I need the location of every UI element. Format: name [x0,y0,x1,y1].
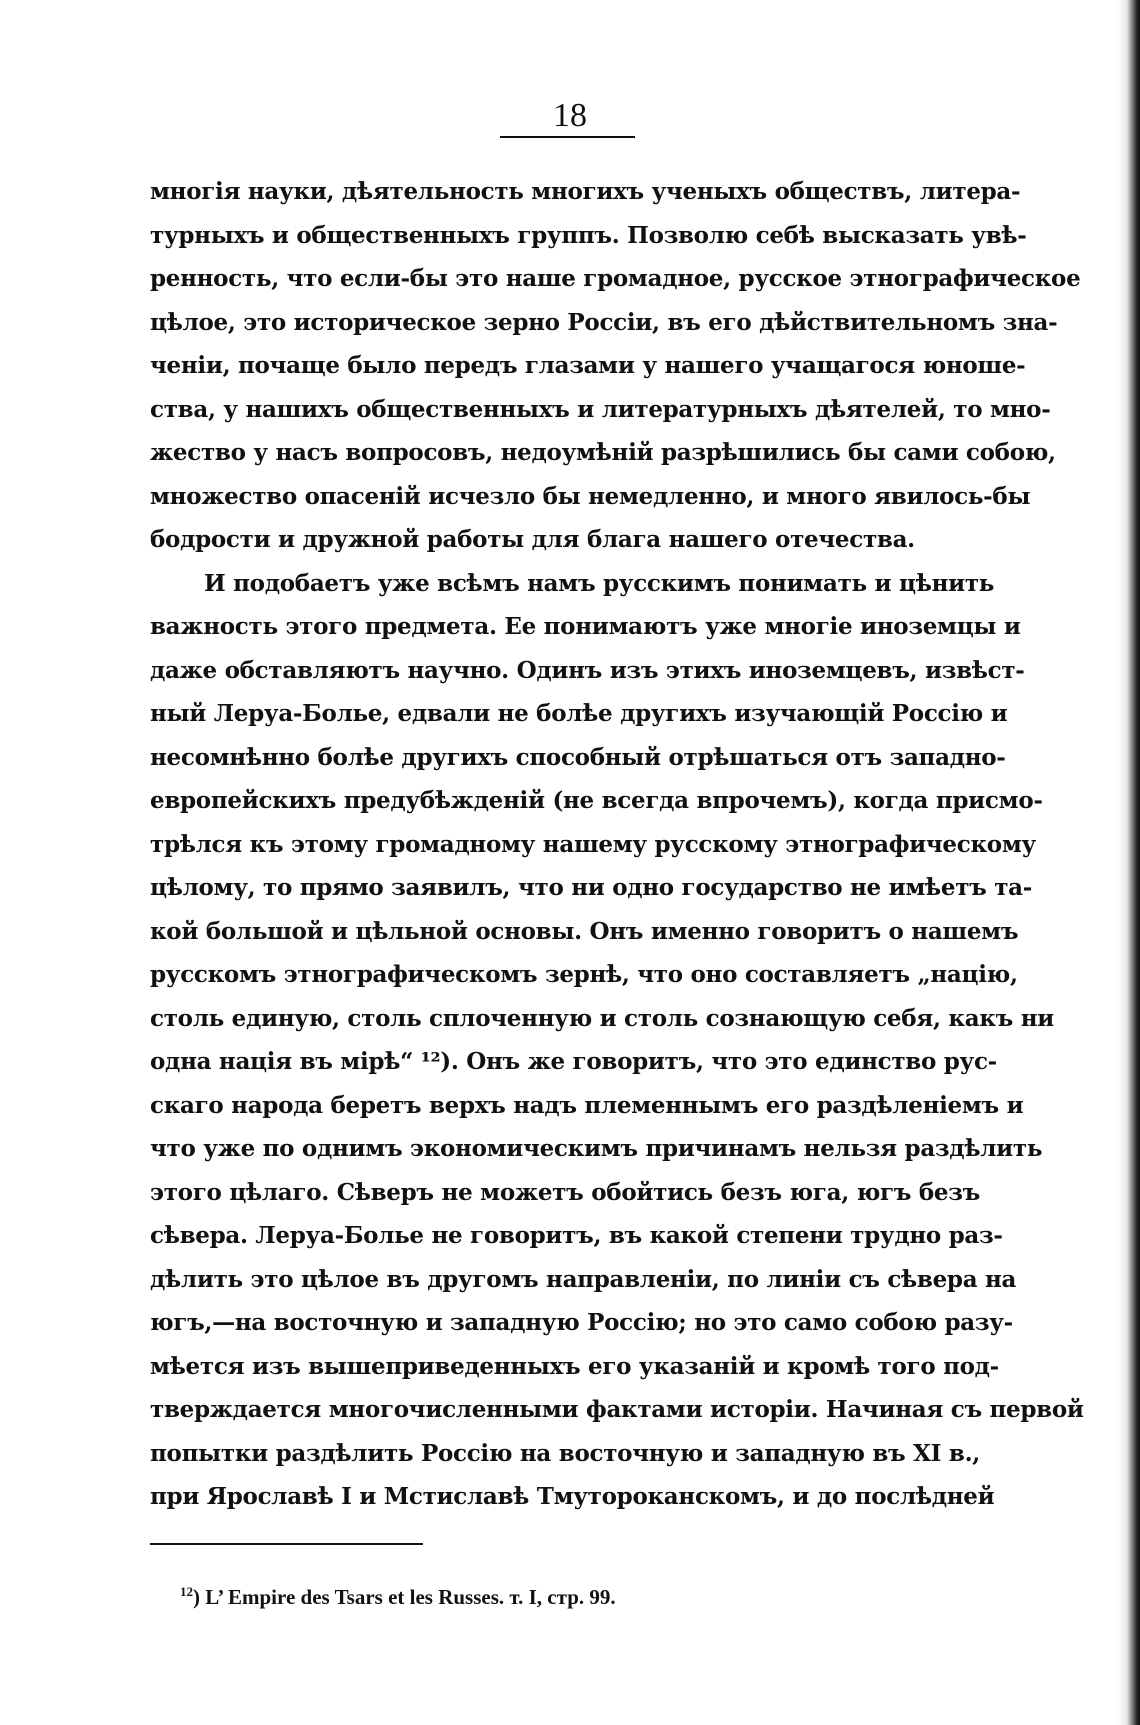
text-line: даже обставляютъ научно. Одинъ изъ этихъ иноземцевъ, извѣст- [150,656,1025,684]
text-line: цѣлому, то прямо заявилъ, что ни одно государство не имѣетъ та- [150,874,1033,901]
footnote-marker: 12 [180,1584,193,1599]
footnote-separator [150,1543,423,1545]
text-line: европейскихъ предубѣжденій (не всегда впрочемъ), когда присмо- [150,787,1043,814]
body-text [150,170,1084,1519]
text-line: скаго народа беретъ верхъ надъ племеннымъ его раздѣленіемъ и [150,1091,1024,1119]
page-number-underline [500,136,635,138]
text-line: русскомъ этнографическомъ зернѣ, что оно составляетъ „націю, [150,961,1018,988]
text-line: турныхъ и общественныхъ группъ. Позволю себѣ высказать увѣ- [150,221,1027,249]
text-line: этого цѣлаго. Сѣверъ не можетъ обойтись безъ юга, югъ безъ [150,1178,980,1206]
text-line: ства, у нашихъ общественныхъ и литературныхъ дѣятелей, то мно- [150,395,1051,423]
text-line: кой большой и цѣльной основы. Онъ именно говоритъ о нашемъ [150,917,1019,945]
text-line: трѣлся къ этому громадному нашему русскому этнографическому [150,830,1036,858]
text-line: жество у насъ вопросовъ, недоумѣній разрѣшились бы сами собою, [150,439,1056,466]
text-line: И подобаетъ уже всѣмъ намъ русскимъ понимать и цѣнить [204,569,995,597]
page-number: 18 [553,97,587,134]
text-line: тверждается многочисленными фактами исторіи. Начиная съ первой [150,1396,1084,1423]
text-line: важность этого предмета. Ее понимаютъ уже многіе иноземцы и [150,613,1021,640]
text-line: что уже по однимъ экономическимъ причинамъ нельзя раздѣлить [150,1135,1043,1162]
text-line: ченіи, почаще было передъ глазами у нашего учащагося юноше- [150,352,1026,379]
page-edge-shadow [1118,0,1140,1725]
text-line: бодрости и дружной работы для блага нашего отечества. [150,526,915,553]
text-line: при Ярославѣ I и Мстиславѣ Тмутороканскомъ, и до послѣдней [150,1483,995,1510]
text-line: одна нація въ мірѣ“ ¹²). Онъ же говоритъ, что это единство рус- [150,1048,997,1075]
text-line: многія науки, дѣятельность многихъ ученыхъ обществъ, литера- [150,178,1021,205]
text-line: столь единую, столь сплоченную и столь сознающую себя, какъ ни [150,1004,1054,1032]
footnote [180,1578,616,1611]
text-line: дѣлить это цѣлое въ другомъ направленіи, по линіи съ сѣвера на [150,1265,1017,1293]
text-line: ренность, что если-бы это наше громадное, русское этнографическое [150,265,1081,292]
text-line: цѣлое, это историческое зерно Россіи, въ его дѣйствительномъ зна- [150,308,1058,336]
text-line: множество опасеній исчезло бы немедленно, и много явилось-бы [150,482,1031,510]
text-line: несомнѣнно болѣе другихъ способный отрѣшаться отъ западно- [150,743,1006,771]
text-line: югъ,—на восточную и западную Россію; но это само собою разу- [150,1309,1013,1336]
text-line: ный Леруа-Болье, едвали не болѣе другихъ изучающій Россію и [150,700,1008,727]
text-line: мѣется изъ вышеприведенныхъ его указаній и кромѣ того под- [150,1352,999,1380]
footnote-text: ) L’ Empire des Tsars et les Russes. т. I, стр. 99. [193,1585,616,1609]
text-line: сѣвера. Леруа-Болье не говоритъ, въ какой степени трудно раз- [150,1222,1003,1249]
text-line: попытки раздѣлить Россію на восточную и западную въ XI в., [150,1439,980,1467]
